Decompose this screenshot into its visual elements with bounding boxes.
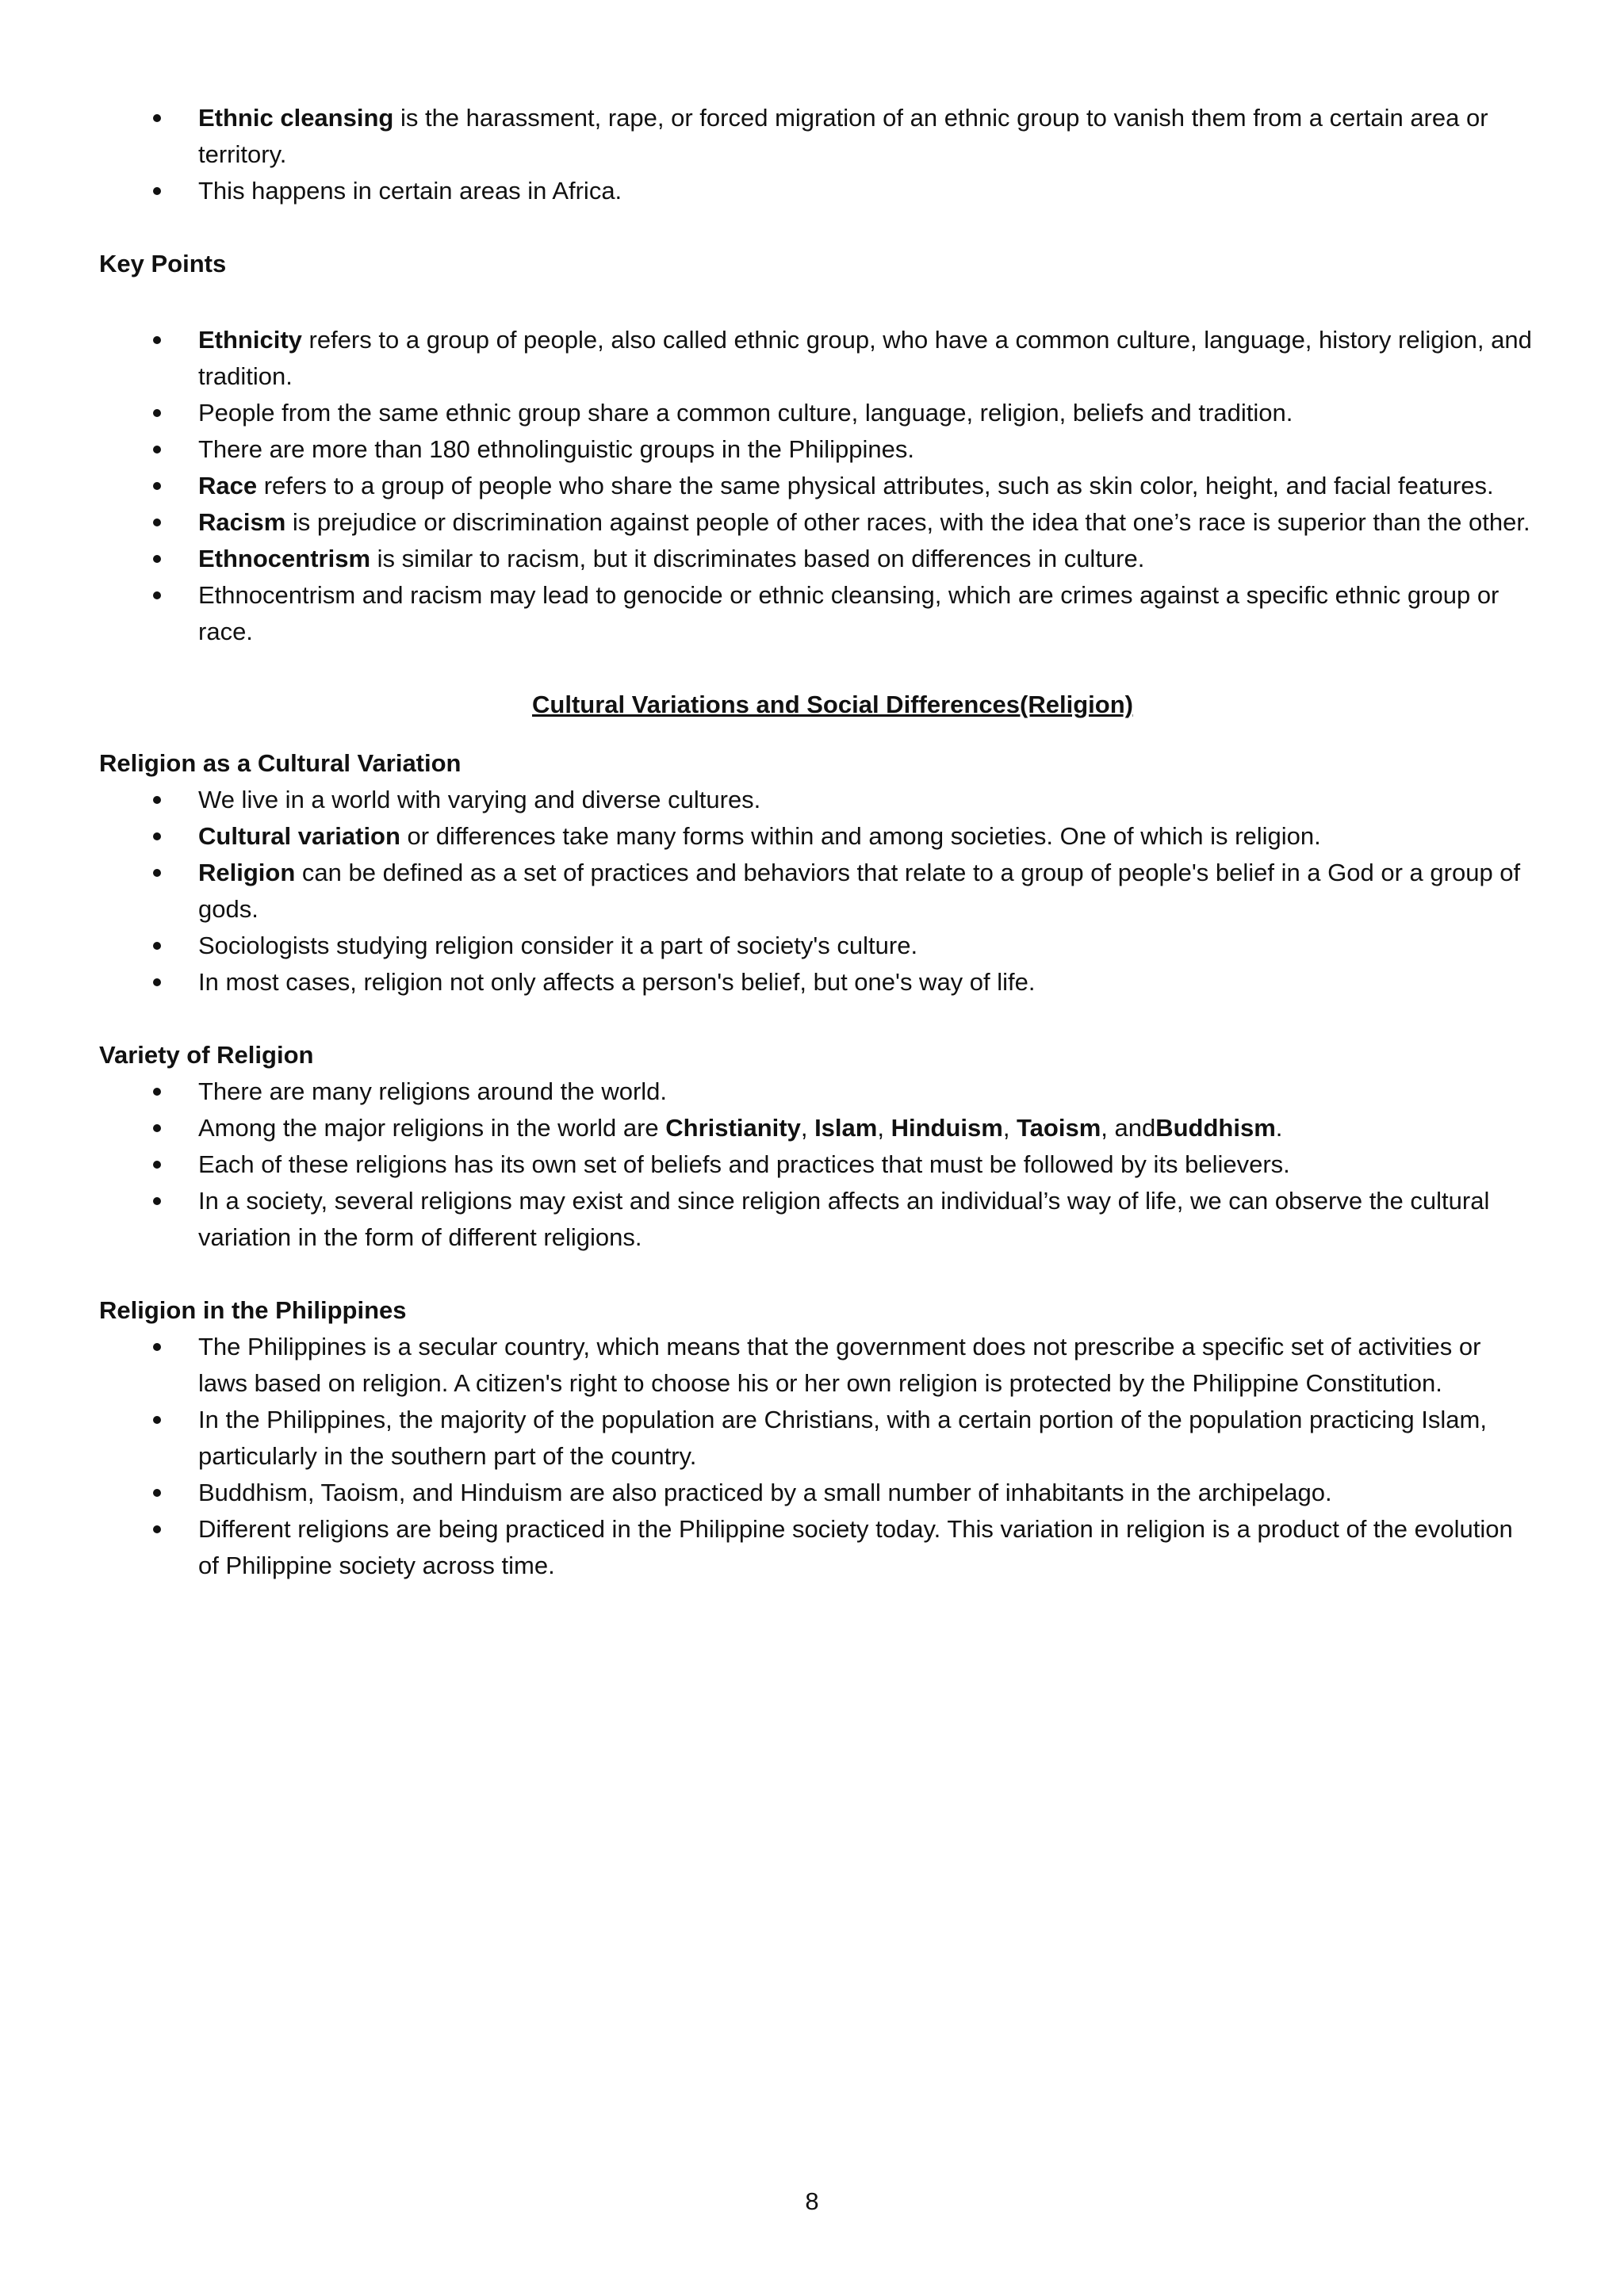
list-item: Cultural variation or differences take many forms within and among societies. One of which is religion.: [99, 818, 1534, 855]
key-points-heading: Key Points: [99, 250, 227, 277]
list-item: People from the same ethnic group share a common culture, language, religion, beliefs and tradition.: [99, 395, 1534, 431]
page-number: 8: [805, 2187, 819, 2215]
ethnic-cleansing-list: [99, 100, 1534, 209]
list-item: Buddhism, Taoism, and Hinduism are also practiced by a small number of inhabitants in the archipelago.: [99, 1475, 1534, 1511]
list-item: Sociologists studying religion consider it a part of society's culture.: [99, 928, 1534, 964]
list-item: The Philippines is a secular country, which means that the government does not prescribe a specific set of activities or laws based on religion. A citizen's right to choose his or her own religion is protected by the Philippine Constitution.: [99, 1329, 1534, 1402]
list-item: Each of these religions has its own set of beliefs and practices that must be followed by its believers.: [99, 1146, 1534, 1183]
list-item: In the Philippines, the majority of the population are Christians, with a certain portion of the population practicing Islam, particularly in the southern part of the country.: [99, 1402, 1534, 1475]
list-item: Among the major religions in the world are Christianity, Islam, Hinduism, Taoism, andBuddhism.: [99, 1110, 1534, 1146]
list-item: Race refers to a group of people who share the same physical attributes, such as skin color, height, and facial features.: [99, 468, 1534, 504]
list-item: There are many religions around the world.: [99, 1073, 1534, 1110]
list-item: Ethnic cleansing is the harassment, rape, or forced migration of an ethnic group to vanish them from a certain area or territory.: [99, 100, 1534, 173]
list-item: Racism is prejudice or discrimination against people of other races, with the idea that one’s race is superior than the other.: [99, 504, 1534, 541]
religion-cultural-heading: Religion as a Cultural Variation: [99, 749, 462, 777]
list-item: Different religions are being practiced in the Philippine society today. This variation in religion is a product of the evolution of Philippine society across time.: [99, 1511, 1534, 1584]
variety-list: [99, 1073, 1534, 1256]
philippines-list: [99, 1329, 1534, 1584]
document-page: [99, 100, 1534, 1584]
section-title: Cultural Variations and Social Differences(Religion): [532, 691, 1133, 718]
religion-cultural-list: [99, 782, 1534, 1001]
list-item: In a society, several religions may exist and since religion affects an individual’s way of life, we can observe the cultural variation in the form of different religions.: [99, 1183, 1534, 1256]
key-points-list: [99, 322, 1534, 650]
list-item: In most cases, religion not only affects a person's belief, but one's way of life.: [99, 964, 1534, 1001]
list-item: Ethnocentrism is similar to racism, but it discriminates based on differences in culture.: [99, 541, 1534, 577]
list-item: There are more than 180 ethnolinguistic groups in the Philippines.: [99, 431, 1534, 468]
variety-heading: Variety of Religion: [99, 1041, 314, 1069]
list-item: Ethnocentrism and racism may lead to genocide or ethnic cleansing, which are crimes against a specific ethnic group or race.: [99, 577, 1534, 650]
list-item: We live in a world with varying and diverse cultures.: [99, 782, 1534, 818]
philippines-heading: Religion in the Philippines: [99, 1296, 407, 1324]
list-item: This happens in certain areas in Africa.: [99, 173, 1534, 209]
list-item: Ethnicity refers to a group of people, also called ethnic group, who have a common culture, language, history religion, and tradition.: [99, 322, 1534, 395]
list-item: Religion can be defined as a set of practices and behaviors that relate to a group of people's belief in a God or a group of gods.: [99, 855, 1534, 928]
